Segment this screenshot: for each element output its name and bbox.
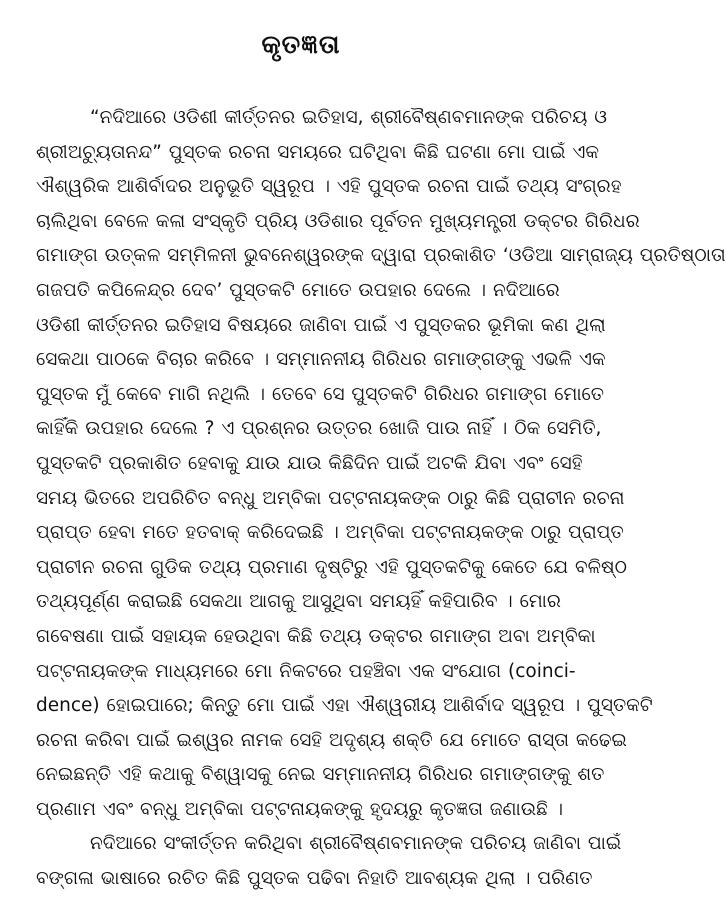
text-line: ଗଜପତି କପିଳେନ୍ଦ୍ର ଦେବ’ ପୁସ୍ତକଟି ମୋତେ ଉପହାର ଦେଲେ । ନଦିଆରେ <box>36 279 560 301</box>
page-title: କୃତଜ୍ଞତା <box>261 30 341 60</box>
text-line: ଗମାଙ୍ଗ ଉତ୍କଳ ସମ୍ମିଳନୀ ଭୁବନେଶ୍ୱରଙ୍କ ଦ୍ୱାରା ପ୍ରକାଶିତ ‘ଓଡିଆ ସାମ୍ରାଜ୍ୟ ପ୍ରତିଷ୍ଠାତା <box>36 245 726 267</box>
text-line: ନଦିଆରେ ସଂକୀର୍ତ୍ତନ କରିଥିବା ଶ୍ରୀବୈଷ୍ଣବମାନଙ୍କ ପରିଚୟ ଜାଣିବା ପାଇଁ <box>90 833 622 855</box>
paragraph-1 <box>36 101 726 827</box>
paragraph-2 <box>36 827 622 896</box>
text-line: ଐଶ୍ୱରିକ ଆଶିର୍ବାଦର ଅନୁଭୂତି ସ୍ୱରୂପ । ଏହି ପୁସ୍ତକ ରଚନା ପାଇଁ ତଥ୍ୟ ସଂଗ୍ରହ <box>36 176 622 198</box>
text-line: “ନଦିଆରେ ଓଡିଶୀ କୀର୍ତ୍ତନର ଇତିହାସ, ଶ୍ରୀବୈଷ୍ଣବମାନଙ୍କ ପରିଚୟ ଓ <box>90 107 607 128</box>
text-line: ଗବେଷଣା ପାଇଁ ସହାୟକ ହେଉଥିବା କିଛି ତଥ୍ୟ ଡକ୍ଟର ଗମାଙ୍ଗ ଅବା ଅମ୍ବିକା <box>36 625 596 647</box>
text-line: ଚାଲିଥିବା ବେଳେ କଳା ସଂସ୍କୃତି ପ୍ରିୟ ଓଡିଶାର ପୂର୍ବତନ ମୁଖ୍ୟମନ୍ତ୍ରୀ ଡକ୍ଟର ଗିରିଧର <box>36 210 640 232</box>
text-line: ତଥ୍ୟପୂର୍ଣ୍ଣ କରାଇଛି ସେକଥା ଆଗକୁ ଆସୁଥିବା ସମୟହିଁ କହିପାରିବ । ମୋର <box>36 591 561 613</box>
text-line: dence) ହୋଇପାରେ; କିନ୍ତୁ ମୋ ପାଇଁ ଏହା ଐଶ୍ୱରୀୟ ଆଶିର୍ବାଦ ସ୍ୱରୂପ । ପୁସ୍ତକଟି <box>36 695 653 717</box>
text-line: ପ୍ରାଚୀନ ରଚନା ଗୁଡିକ ତଥ୍ୟ ପ୍ରମାଣ ଦୃଷ୍ଟିରୁ ଏହି ପୁସ୍ତକଟିକୁ କେତେ ଯେ ବଳିଷ୍ଠ <box>36 556 627 578</box>
text-line: ଓଡିଶୀ କୀର୍ତ୍ତନର ଇତିହାସ ବିଷୟରେ ଜାଣିବା ପାଇଁ ଏ ପୁସ୍ତକର ଭୂମିକା କଣ ଥିଲା <box>36 314 606 336</box>
text-line: ରଚନା କରିବା ପାଇଁ ଇଶ୍ୱର ନାମକ ସେହି ଅଦୃଶ୍ୟ ଶକ୍ତି ଯେ ମୋତେ ରାସ୍ତା କଢେଇ <box>36 729 627 751</box>
text-line: ପଟ୍ଟନାୟକଙ୍କ ମାଧ୍ୟମରେ ମୋ ନିକଟରେ ପହଞ୍ଚିବା ଏକ ସଂଯୋଗ (coinci- <box>36 660 576 682</box>
text-line: ପ୍ରଣାମ ଏବଂ ବନ୍ଧୁ ଅମ୍ବିକା ପଟ୍ଟନାୟକଙ୍କୁ ହୃଦୟରୁ କୃତଜ୍ଞତା ଜଣାଉଛି । <box>36 798 564 820</box>
text-line: ଶ୍ରୀଅଚ୍ୟୁତାନନ୍ଦ” ପୁସ୍ତକ ରଚନା ସମୟରେ ଘଟିଥିବା କିଛି ଘଟଣା ମୋ ପାଇଁ ଏକ <box>36 141 600 163</box>
text-line: କାହିଁକି ଉପହାର ଦେଲେ ? ଏ ପ୍ରଶ୍ନର ଉତ୍ତର ଖୋଜି ପାଉ ନାହିଁ । ଠିକ ସେମିତି, <box>36 418 602 440</box>
text-line: ପ୍ରାପ୍ତ ହେବା ମତେ ହତବାକ୍ କରିଦେଇଛି । ଅମ୍ବିକା ପଟ୍ଟନାୟକଙ୍କ ଠାରୁ ପ୍ରାପ୍ତ <box>36 522 624 544</box>
text-line: ସେକଥା ପାଠକେ ବିଚାର କରିବେ । ସମ୍ମାନନୀୟ ଗିରିଧର ଗମାଙ୍ଗଙ୍କୁ ଏଭଳି ଏକ <box>36 349 606 371</box>
text-line: ନେଇଛନ୍ତି ଏହି କଥାକୁ ବିଶ୍ୱାସକୁ ନେଇ ସମ୍ମାନନୀୟ ଗିରିଧର ଗମାଙ୍ଗଙ୍କୁ ଶତ <box>36 764 605 786</box>
text-line: ବଙ୍ଗଳା ଭାଷାରେ ରଚିତ କିଛି ପୁସ୍ତକ ପଢିବା ନିହାତି ଆବଶ୍ୟକ ଥିଲା । ପରିଣତ <box>36 868 593 890</box>
text-line: ପୁସ୍ତକଟି ପ୍ରକାଶିତ ହେବାକୁ ଯାଉ ଯାଉ କିଛିଦିନ ପାଇଁ ଅଟକି ଯିବା ଏବଂ ସେହି <box>36 452 583 474</box>
text-line: ସମୟ ଭିତରେ ଅପରିଚିତ ବନ୍ଧୁ ଅମ୍ବିକା ପଟ୍ଟନାୟକଙ୍କ ଠାରୁ କିଛି ପ୍ରାଚୀନ ରଚନା <box>36 487 625 509</box>
text-line: ପୁସ୍ତକ ମୁଁ କେବେ ମାଗି ନଥିଲି । ତେବେ ସେ ପୁସ୍ତକଟି ଗିରିଧର ଗମାଙ୍ଗ ମୋତେ <box>36 383 604 405</box>
